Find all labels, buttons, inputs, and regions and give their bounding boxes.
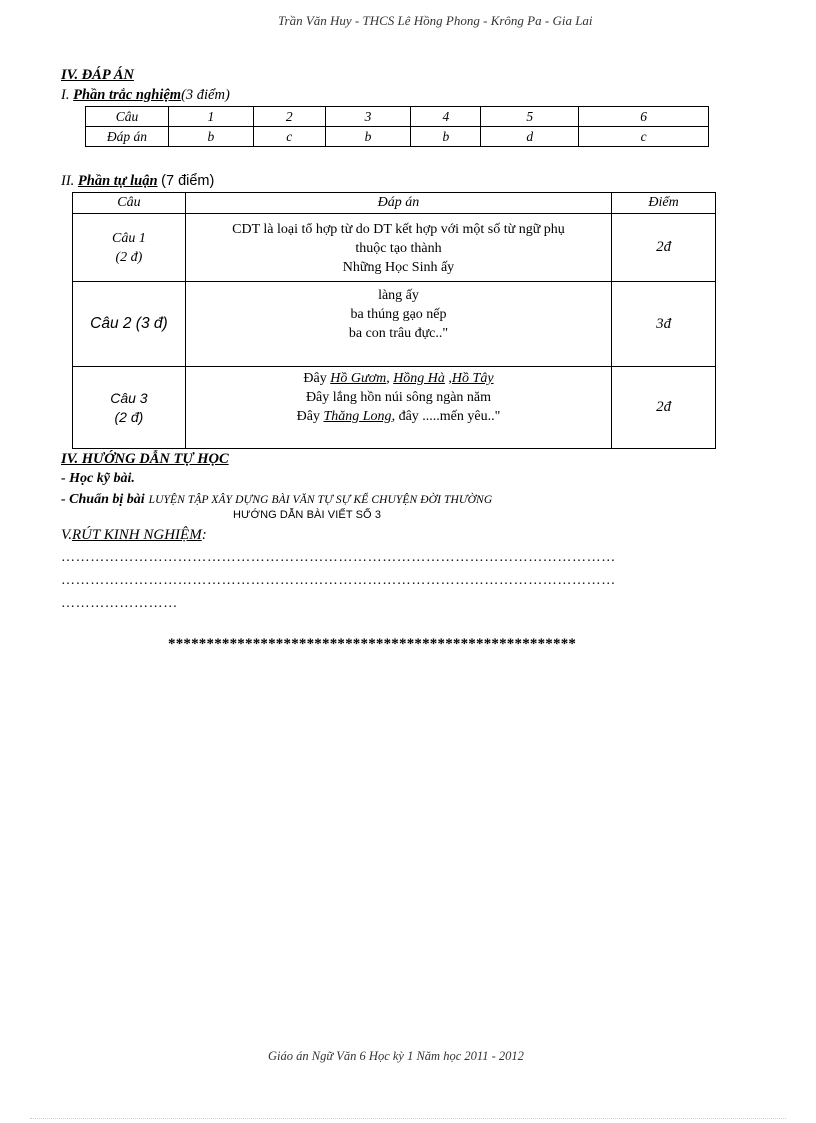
prepare-label: - Chuẩn bị bài: [61, 492, 145, 507]
column-header-answer: Đáp án: [185, 193, 611, 214]
part2-points: (7 điểm): [161, 173, 215, 189]
question-label: [73, 367, 186, 449]
star-divider: *****************************************************: [168, 636, 577, 652]
question-label: [73, 214, 186, 282]
text-fragment: Đây: [303, 371, 331, 386]
answer-heading: IV. ĐÁP ÁN: [61, 67, 134, 83]
question-number: 2: [253, 107, 325, 127]
answer-line: Những Học Sinh ấy: [342, 260, 455, 275]
review-title: RÚT KINH NGHIỆM: [71, 527, 202, 543]
text-fragment: , đây .....mến yêu..": [391, 409, 501, 424]
answer-line: ba thúng gạo nếp: [350, 307, 447, 322]
answer-value: b: [411, 127, 481, 147]
table-row: [73, 193, 716, 214]
points-cell: 2đ: [612, 214, 716, 282]
question-number: 3: [325, 107, 411, 127]
underlined-place: Hồ Tây: [451, 371, 494, 386]
underlined-place: Hồ Gươm: [330, 371, 387, 386]
answer-value: d: [481, 127, 579, 147]
table-row: [86, 127, 709, 147]
guide-heading: IV. HƯỚNG DẪN TỰ HỌC: [61, 451, 229, 467]
column-header-points: Điểm: [612, 193, 716, 214]
answer-line: thuộc tạo thành: [355, 241, 442, 256]
text-fragment: Đây: [296, 409, 324, 424]
underlined-place: Thăng Long: [323, 409, 392, 424]
page-footer: Giáo án Ngữ Văn 6 Học kỳ 1 Năm học 2011 - 2012: [268, 1049, 524, 1063]
review-heading: [61, 527, 207, 544]
answer-value: c: [253, 127, 325, 147]
part1-heading: [61, 87, 230, 104]
answer-line: làng ấy: [378, 288, 419, 303]
answer-line: [186, 407, 611, 426]
part2-heading: [61, 173, 214, 190]
part1-points: (3 điểm): [181, 87, 230, 103]
question-number: 5: [481, 107, 579, 127]
question-number: 6: [579, 107, 709, 127]
guide-item-study: - Học kỹ bài.: [61, 471, 135, 486]
multiple-choice-table: [85, 106, 709, 147]
question-label-line: Câu 3: [110, 389, 148, 406]
question-number: 4: [411, 107, 481, 127]
answer-line: CDT là loại tổ hợp từ do DT kết hợp với một số từ ngữ phụ: [232, 222, 565, 237]
essay-table: [72, 192, 716, 449]
review-line: ……………………………………………………………………………………………………: [61, 573, 616, 588]
review-line: ……………………: [61, 596, 178, 611]
review-line: ……………………………………………………………………………………………………: [61, 550, 616, 565]
underlined-place: Hồng Hà: [393, 371, 445, 386]
prepare-lesson-subtitle: HƯỚNG DẪN BÀI VIẾT SỐ 3: [233, 509, 382, 521]
answer-cell: [185, 214, 611, 282]
answer-line: ba con trâu đực..": [348, 326, 449, 341]
prepare-lesson-title: LUYỆN TẬP XÂY DỰNG BÀI VĂN TỰ SỰ KỂ CHUYỆN ĐỜI THƯỜNG: [148, 494, 493, 506]
page-bottom-border: [30, 1118, 786, 1119]
answer-value: b: [325, 127, 411, 147]
table-row: [73, 214, 716, 282]
answer-line: Đây lắng hồn núi sông ngàn năm: [305, 390, 492, 405]
question-label-line: (2 đ): [115, 249, 143, 265]
table-row: [73, 367, 716, 449]
answer-line: [186, 369, 611, 388]
review-prefix: V.: [61, 527, 72, 543]
answer-cell: [185, 367, 611, 449]
part1-prefix: I.: [61, 87, 70, 103]
text-fragment: ,: [444, 371, 452, 386]
table-row: [73, 282, 716, 367]
review-colon: :: [201, 527, 207, 543]
part2-title: Phần tự luận: [77, 173, 158, 189]
row-label-answer: Đáp án: [86, 127, 169, 147]
points-cell: 3đ: [612, 282, 716, 367]
guide-item-prepare: [61, 490, 492, 508]
table-row: [86, 107, 709, 127]
answer-value: c: [579, 127, 709, 147]
row-label-question: Câu: [86, 107, 169, 127]
question-label: Câu 2 (3 đ): [73, 282, 186, 367]
text-fragment: ,: [386, 371, 394, 386]
points-cell: 2đ: [612, 367, 716, 449]
question-number: 1: [168, 107, 253, 127]
question-label-line: (2 đ): [114, 408, 144, 425]
page-header: Trần Văn Huy - THCS Lê Hồng Phong - Krông Pa - Gia Lai: [278, 13, 593, 28]
column-header-question: Câu: [73, 193, 186, 214]
question-label-line: Câu 1: [112, 230, 146, 246]
part2-prefix: II.: [61, 173, 75, 189]
answer-cell: [185, 282, 611, 367]
part1-title: Phần trắc nghiệm: [73, 87, 182, 103]
answer-value: b: [168, 127, 253, 147]
